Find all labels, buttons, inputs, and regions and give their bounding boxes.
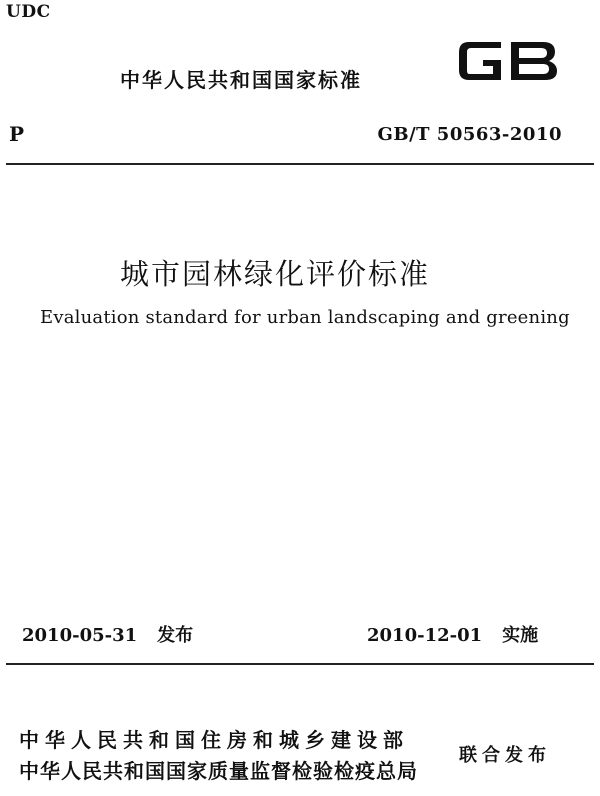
gb-logo-icon [455,36,561,86]
national-standard-heading: 中华人民共和国国家标准 [120,68,362,92]
gb-logo-text: GB [455,36,457,37]
top-divider [6,163,594,165]
category-letter: P [9,122,25,146]
standard-number: GB/T 50563-2010 [377,124,562,145]
bottom-divider [6,663,594,665]
title-english: Evaluation standard for urban landscaping and greening [40,307,570,328]
title-chinese: 城市园林绿化评价标准 [120,257,431,291]
issue-date: 2010-05-31 [22,625,138,646]
udc-label: UDC [6,2,51,22]
implement-date-line [367,621,538,647]
implement-date: 2010-12-01 [367,625,483,646]
issuing-agency-1: 中华人民共和国住房和城乡建设部 [19,728,409,752]
issue-label: 发布 [157,625,194,646]
issue-date-line [22,621,193,647]
joint-issue-label: 联合发布 [459,745,551,766]
issuing-agency-2: 中华人民共和国国家质量监督检验检疫总局 [19,759,418,783]
implement-label: 实施 [502,625,539,646]
